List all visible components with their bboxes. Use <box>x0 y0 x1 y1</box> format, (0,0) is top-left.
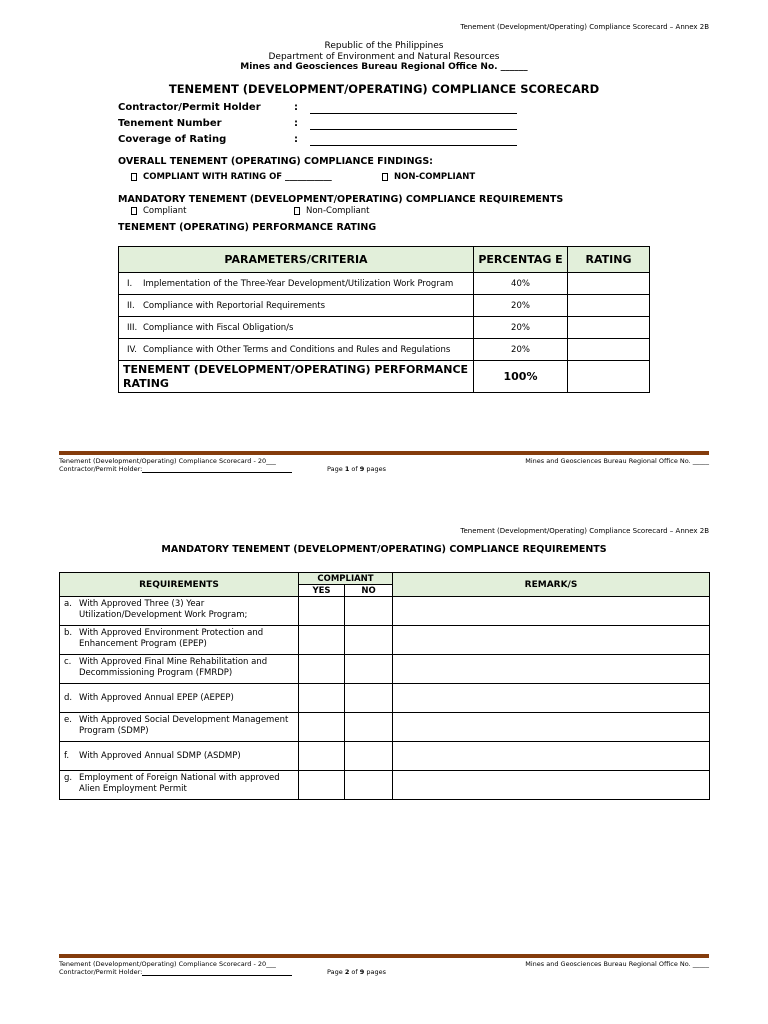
non-compliant-label: NON-COMPLIANT <box>394 172 476 182</box>
page-of: of <box>349 968 360 976</box>
checkbox-icon[interactable] <box>382 173 388 181</box>
page-number: 1 <box>344 465 350 473</box>
annex-label-2: Tenement (Development/Operating) Compliance Scorecard – Annex 2B <box>460 527 709 535</box>
no-cell[interactable] <box>345 771 393 800</box>
total-rating-cell[interactable] <box>568 361 650 393</box>
contractor-label: Contractor/Permit Holder <box>118 102 261 113</box>
tenement-number-label: Tenement Number <box>118 118 222 129</box>
checkbox-icon[interactable] <box>131 207 137 215</box>
footer-holder-label: Contractor/Permit Holder: <box>59 968 143 976</box>
page-prefix: Page <box>327 968 345 976</box>
table-header-row <box>119 247 650 273</box>
criteria-cell <box>119 295 474 317</box>
annex-label: Tenement (Development/Operating) Compliance Scorecard – Annex 2B <box>460 23 709 31</box>
table-row <box>60 742 710 771</box>
criteria-cell <box>119 317 474 339</box>
table-row <box>119 295 650 317</box>
compliant-option[interactable] <box>131 206 186 216</box>
remarks-cell[interactable] <box>393 597 710 626</box>
checkbox-icon[interactable] <box>131 173 137 181</box>
criteria-text: Compliance with Fiscal Obligation/s <box>143 322 294 333</box>
coverage-label: Coverage of Rating <box>118 134 227 145</box>
rating-cell[interactable] <box>568 295 650 317</box>
criteria-cell <box>119 273 474 295</box>
yes-header: YES <box>299 585 345 597</box>
criteria-num: II. <box>127 300 135 311</box>
mandatory-heading: MANDATORY TENEMENT (DEVELOPMENT/OPERATING) COMPLIANCE REQUIREMENTS <box>118 194 564 205</box>
requirement-letter: f. <box>64 750 70 761</box>
requirement-letter: b. <box>64 628 73 638</box>
total-percent: 100% <box>474 361 568 393</box>
footer-holder-label: Contractor/Permit Holder: <box>59 465 143 473</box>
total-row <box>119 361 650 393</box>
footer-holder-line <box>142 975 292 976</box>
percent-cell: 20% <box>474 339 568 361</box>
requirement-cell <box>60 597 299 626</box>
requirement-letter: d. <box>64 692 73 703</box>
footer-page <box>327 465 386 473</box>
republic-line: Republic of the Philippines <box>324 41 444 51</box>
table-row <box>60 597 710 626</box>
criteria-num: III. <box>127 322 138 333</box>
rating-cell[interactable] <box>568 339 650 361</box>
non-compliant-option-2[interactable] <box>294 206 369 216</box>
remarks-cell[interactable] <box>393 684 710 713</box>
percent-header: PERCENTAG E <box>474 247 568 273</box>
criteria-num: I. <box>127 278 133 289</box>
contractor-field[interactable] <box>310 113 517 114</box>
page-title: TENEMENT (DEVELOPMENT/OPERATING) COMPLIANCE SCORECARD <box>168 82 600 96</box>
non-compliant-label-2: Non-Compliant <box>306 206 370 216</box>
requirement-text: With Approved Social Development Management Program (SDMP) <box>79 715 289 736</box>
yes-cell[interactable] <box>299 684 345 713</box>
performance-table <box>118 246 650 393</box>
yes-cell[interactable] <box>299 626 345 655</box>
requirement-letter: g. <box>64 773 73 783</box>
compliant-label: Compliant <box>143 206 187 216</box>
page-number: 2 <box>344 968 350 976</box>
table-row <box>119 317 650 339</box>
no-cell[interactable] <box>345 684 393 713</box>
no-cell[interactable] <box>345 742 393 771</box>
coverage-colon: : <box>294 134 298 145</box>
requirement-cell <box>60 742 299 771</box>
table-header-row <box>60 573 710 585</box>
footer-office-2: Mines and Geosciences Bureau Regional Office No. _____ <box>525 960 709 968</box>
requirement-cell <box>60 655 299 684</box>
rating-cell[interactable] <box>568 273 650 295</box>
non-compliant-option[interactable] <box>382 172 475 182</box>
table-row <box>60 655 710 684</box>
page-total: 9 <box>359 968 365 976</box>
requirement-cell <box>60 684 299 713</box>
table-row <box>119 339 650 361</box>
compliant-header: COMPLIANT <box>299 573 393 585</box>
requirement-letter: e. <box>64 715 72 725</box>
contractor-colon: : <box>294 102 298 113</box>
percent-cell: 40% <box>474 273 568 295</box>
requirement-letter: c. <box>64 657 72 667</box>
percent-cell: 20% <box>474 317 568 339</box>
footer-scorecard-2: Tenement (Development/Operating) Compliance Scorecard - 20___ <box>59 960 276 968</box>
requirements-table <box>59 572 710 800</box>
page-suffix: pages <box>364 968 386 976</box>
table-row <box>119 273 650 295</box>
criteria-text: Compliance with Reportorial Requirements <box>143 300 326 311</box>
criteria-text: Compliance with Other Terms and Conditions and Rules and Regulations <box>143 344 451 355</box>
requirement-cell <box>60 771 299 800</box>
requirement-text: With Approved Annual SDMP (ASDMP) <box>79 750 241 761</box>
requirements-header: REQUIREMENTS <box>60 573 299 597</box>
table-row <box>60 771 710 800</box>
footer-office: Mines and Geosciences Bureau Regional Office No. _____ <box>525 457 709 465</box>
compliant-rating-option[interactable] <box>131 172 332 182</box>
footer-rule <box>59 451 709 455</box>
total-label: TENEMENT (DEVELOPMENT/OPERATING) PERFORMANCE RATING <box>119 361 474 393</box>
remarks-cell[interactable] <box>393 742 710 771</box>
coverage-field[interactable] <box>310 145 517 146</box>
criteria-cell <box>119 339 474 361</box>
remarks-cell[interactable] <box>393 713 710 742</box>
tenement-number-field[interactable] <box>310 129 517 130</box>
table-row <box>60 713 710 742</box>
criteria-num: IV. <box>127 344 137 355</box>
remarks-cell[interactable] <box>393 771 710 800</box>
no-cell[interactable] <box>345 655 393 684</box>
yes-cell[interactable] <box>299 597 345 626</box>
yes-cell[interactable] <box>299 655 345 684</box>
no-cell[interactable] <box>345 713 393 742</box>
page-prefix: Page <box>327 465 345 473</box>
no-cell[interactable] <box>345 597 393 626</box>
params-header: PARAMETERS/CRITERIA <box>119 247 474 273</box>
department-line: Department of Environment and Natural Resources <box>268 52 500 62</box>
page-total: 9 <box>359 465 365 473</box>
no-cell[interactable] <box>345 626 393 655</box>
remarks-header: REMARK/S <box>393 573 710 597</box>
percent-cell: 20% <box>474 295 568 317</box>
requirement-text: With Approved Annual EPEP (AEPEP) <box>79 692 234 703</box>
remarks-cell[interactable] <box>393 626 710 655</box>
footer-holder-2 <box>59 968 292 976</box>
footer-page-2 <box>327 968 386 976</box>
yes-cell[interactable] <box>299 713 345 742</box>
rating-cell[interactable] <box>568 317 650 339</box>
checkbox-icon[interactable] <box>294 207 300 215</box>
requirement-text: With Approved Environment Protection and Enhancement Program (EPEP) <box>79 628 264 649</box>
page-of: of <box>349 465 360 473</box>
performance-heading: TENEMENT (OPERATING) PERFORMANCE RATING <box>118 222 377 233</box>
footer-scorecard: Tenement (Development/Operating) Compliance Scorecard - 20___ <box>59 457 276 465</box>
criteria-text: Implementation of the Three-Year Development/Utilization Work Program <box>143 278 454 289</box>
footer-holder-line <box>142 472 292 473</box>
table-row <box>60 626 710 655</box>
yes-cell[interactable] <box>299 771 345 800</box>
page2-title: MANDATORY TENEMENT (DEVELOPMENT/OPERATING) COMPLIANCE REQUIREMENTS <box>161 544 607 555</box>
remarks-cell[interactable] <box>393 655 710 684</box>
compliant-rating-label: COMPLIANT WITH RATING OF ___________ <box>143 172 332 182</box>
yes-cell[interactable] <box>299 742 345 771</box>
table-row <box>60 684 710 713</box>
requirement-letter: a. <box>64 599 72 609</box>
no-header: NO <box>345 585 393 597</box>
requirement-cell <box>60 626 299 655</box>
tenement-number-colon: : <box>294 118 298 129</box>
office-line: Mines and Geosciences Bureau Regional Office No. ______ <box>240 62 528 72</box>
footer-holder <box>59 465 292 473</box>
footer-rule-2 <box>59 954 709 958</box>
rating-header: RATING <box>568 247 650 273</box>
requirement-text: With Approved Final Mine Rehabilitation and Decommissioning Program (FMRDP) <box>79 657 268 678</box>
page-suffix: pages <box>364 465 386 473</box>
requirement-text: Employment of Foreign National with approved Alien Employment Permit <box>79 773 280 794</box>
requirement-cell <box>60 713 299 742</box>
overall-findings-heading: OVERALL TENEMENT (OPERATING) COMPLIANCE FINDINGS: <box>118 156 433 167</box>
requirement-text: With Approved Three (3) Year Utilization/Development Work Program; <box>79 599 248 620</box>
